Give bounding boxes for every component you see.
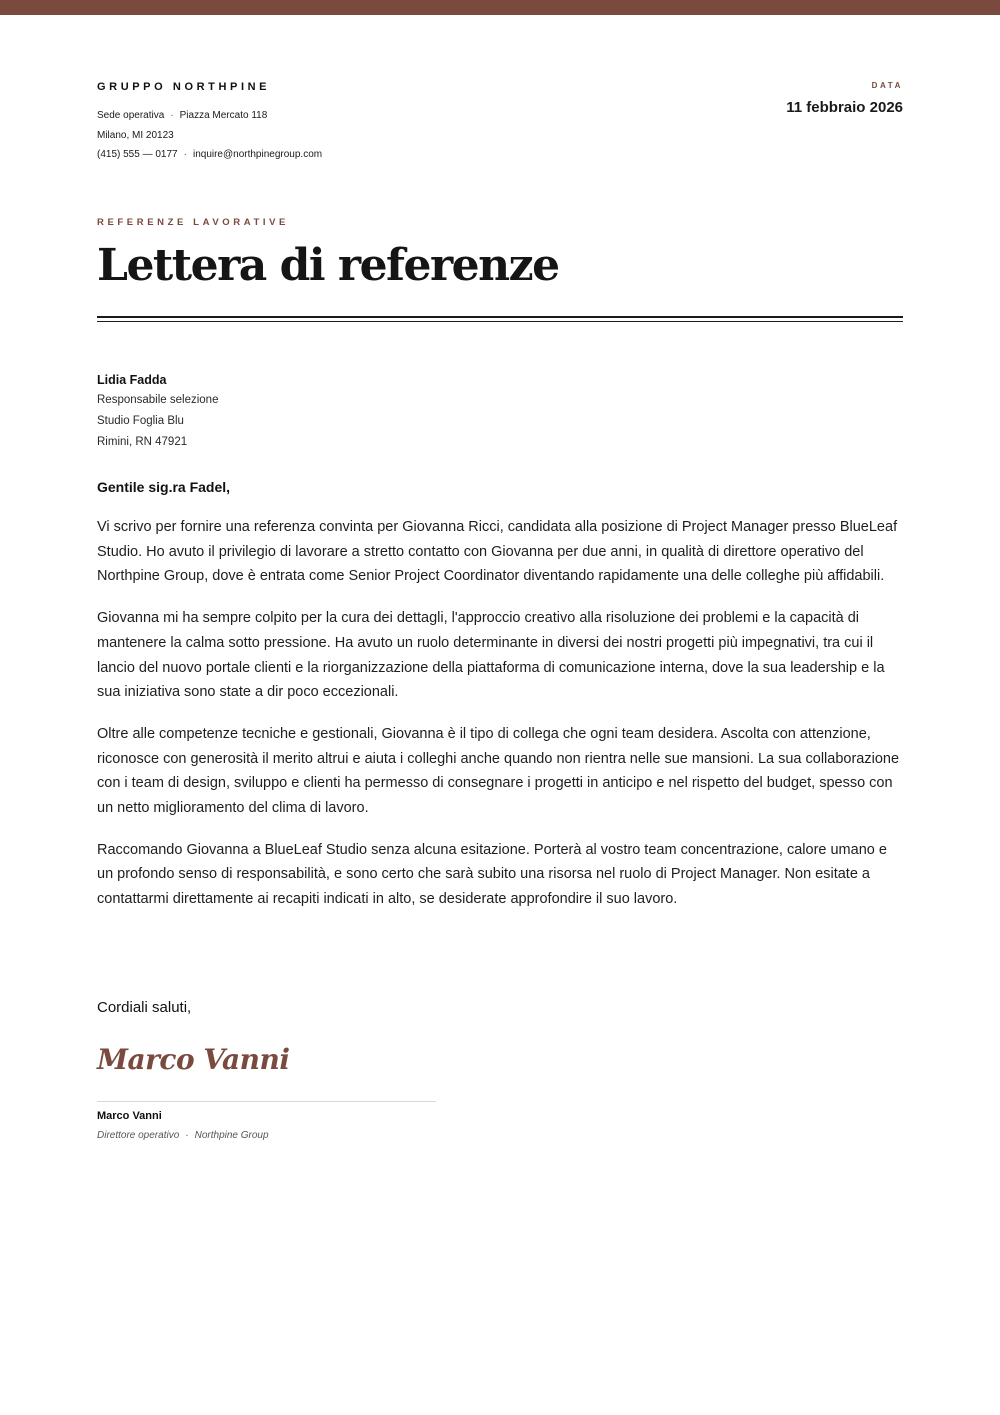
org-name: GRUPPO NORTHPINE — [97, 81, 271, 93]
letter-body — [97, 515, 903, 929]
title-divider-thin — [97, 321, 903, 322]
sender-address-line — [97, 106, 597, 126]
signer-company: Northpine Group — [194, 1130, 269, 1141]
recipient-name: Lidia Fadda — [97, 373, 167, 387]
salutation: Gentile sig.ra Fadel, — [97, 479, 231, 495]
body-paragraph: Vi scrivo per fornire una referenza convinta per Giovanna Ricci, candidata alla posizione di Project Manager presso BlueLeaf Studio. Ho avuto il privilegio di lavorare a stretto contatto con Giovanna per due anni, in qualità di direttore operativo del Northpine Group, dove è entrata come Senior Project Coordinator diventando rapidamente una delle colleghe più affidabili. — [97, 519, 898, 585]
signer-role-line — [97, 1128, 269, 1144]
sender-block — [97, 80, 597, 165]
signer-name: Marco Vanni — [97, 1110, 162, 1122]
date-value: 11 febbraio 2026 — [786, 99, 903, 116]
separator: · — [185, 1130, 189, 1141]
document-eyebrow: REFERENZE LAVORATIVE — [97, 217, 289, 228]
sender-city: Milano, MI 20123 — [97, 129, 174, 141]
address-label: Sede operativa — [97, 110, 165, 121]
date-label: DATA — [871, 81, 903, 90]
separator: · — [170, 110, 174, 121]
address-street: Piazza Mercato 118 — [179, 110, 268, 121]
signer-role: Direttore operativo — [97, 1130, 180, 1141]
document-title: Lettera di referenze — [97, 240, 559, 291]
sender-contact-line — [97, 145, 597, 165]
recipient-role: Responsabile selezione — [97, 394, 219, 406]
body-paragraph: Giovanna mi ha sempre colpito per la cura dei dettagli, l'approccio creativo alla risoluzione dei problemi e la capacità di mantenere la calma sotto pressione. Ha avuto un ruolo determinante in diversi dei nostri progetti più impegnativi, tra cui il lancio del nuovo portale clienti e la riorganizzazione della piattaforma di comunicazione interna, dove la sua leadership e la sua iniziativa sono state a dir poco eccezionali. — [97, 610, 885, 701]
title-divider-thick — [97, 316, 903, 318]
handwritten-signature: Marco Vanni — [97, 1043, 290, 1076]
recipient-company: Studio Foglia Blu — [97, 415, 184, 427]
recipient-block — [97, 370, 497, 453]
recipient-city: Rimini, RN 47921 — [97, 436, 188, 448]
sender-email: inquire@northpinegroup.com — [192, 149, 323, 160]
body-paragraph: Oltre alle competenze tecniche e gestionali, Giovanna è il tipo di collega che ogni team desidera. Ascolta con attenzione, riconosce con generosità il merito altrui e aiuta i colleghi anche quando non rientra nelle sue mansioni. La sua collaborazione con i team di design, sviluppo e clienti ha permesso di consegnare i progetti in anticipo e nel rispetto del budget, spesso con un netto miglioramento del clima di lavoro. — [97, 725, 900, 817]
separator: · — [183, 149, 187, 160]
date-block — [786, 80, 903, 118]
body-paragraph: Raccomando Giovanna a BlueLeaf Studio senza alcuna esitazione. Porterà al vostro team concentrazione, calore umano e un profondo senso di responsabilità, e sono certo che sarà subito una risorsa nel ruolo di Project Manager. Non esitate a contattarmi direttamente ai recapiti indicati in alto, se desiderate approfondire il suo lavoro. — [97, 841, 887, 908]
sender-phone: (415) 555 — 0177 — [97, 149, 178, 160]
signature-divider — [97, 1101, 436, 1102]
top-accent-bar — [0, 0, 1000, 15]
closing: Cordiali saluti, — [97, 999, 192, 1016]
